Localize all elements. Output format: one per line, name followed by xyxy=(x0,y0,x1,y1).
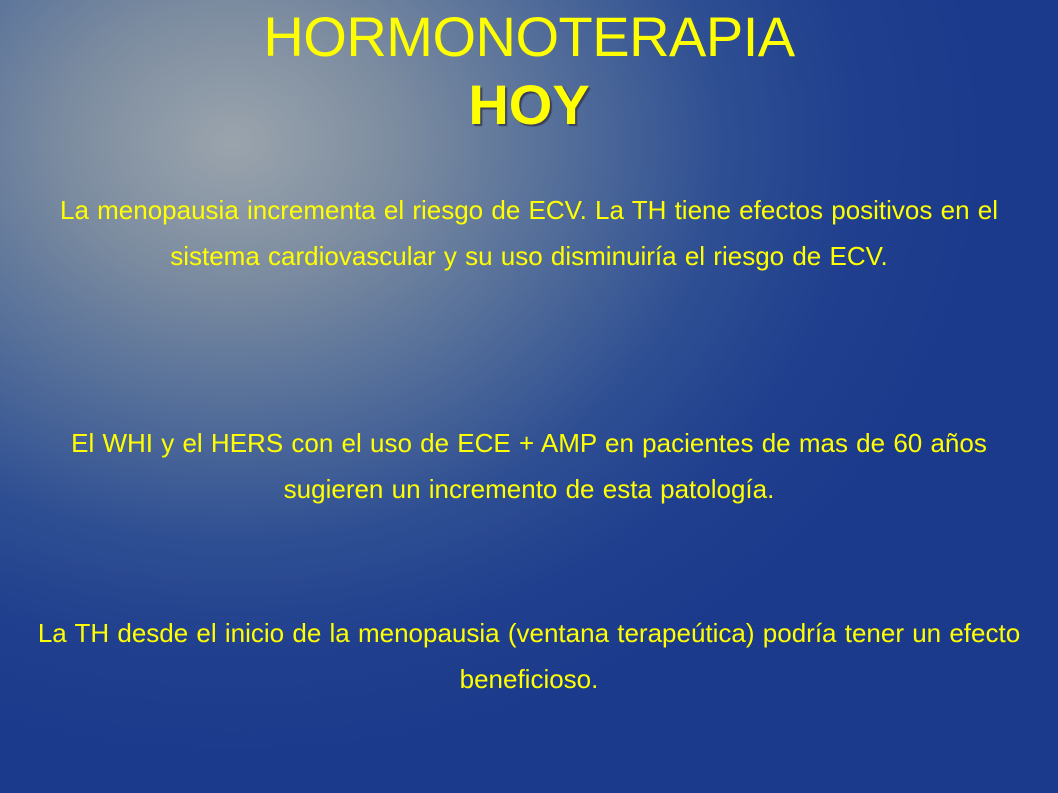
paragraph-cardiovascular-risk: La menopausia incrementa el riesgo de ECV. La TH tiene efectos positivos en el sistema cardiovascular y su uso disminuiría el riesgo de ECV. xyxy=(60,195,998,271)
paragraph-therapeutic-window: La TH desde el inicio de la menopausia (ventana terapeútica) podría tener un efecto beneficioso. xyxy=(37,618,1021,694)
slide-title: HORMONOTERAPIA xyxy=(263,5,795,68)
slide-subtitle: HOY xyxy=(468,73,590,136)
paragraph-whi-hers: El WHI y el HERS con el uso de ECE + AMP en pacientes de mas de 60 años sugieren un incremento de esta patología. xyxy=(71,428,987,504)
